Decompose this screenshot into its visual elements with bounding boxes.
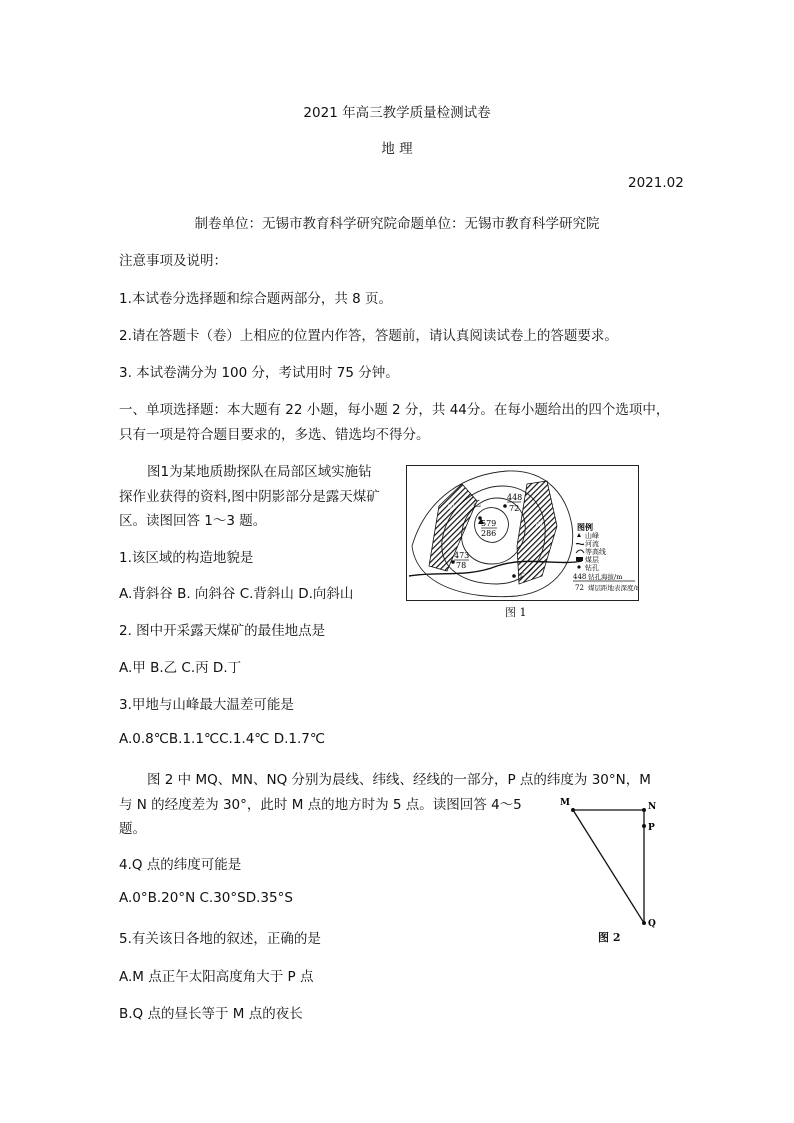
- passage2-line-3: 题。: [119, 821, 146, 837]
- question-2-options: A.甲 B.乙 C.丙 D.丁: [119, 660, 242, 676]
- note-item-1: 1.本试卷分选择题和综合题两部分，共 8 页。: [119, 291, 393, 307]
- point-m: [571, 808, 575, 812]
- section-instructions-line-2: 只有一项是符合题目要求的，多选、错选均不得分。: [119, 427, 430, 443]
- label-n: N: [648, 802, 657, 812]
- question-5-option-a: A.M 点正午太阳高度角大于 P 点: [119, 969, 314, 985]
- borehole-icon: [577, 565, 580, 568]
- borehole-3-top: 473: [454, 551, 470, 560]
- borehole-2-top: 579: [481, 519, 497, 528]
- question-1-options: A.背斜谷 B. 向斜谷 C.背斜山 D.向斜山: [119, 586, 354, 602]
- legend-sample-top: 448: [573, 573, 587, 581]
- legend-borehole-elevation: 钻孔海拔/m: [588, 573, 623, 581]
- coal-seam-icon: [576, 557, 583, 561]
- question-3-options: A.0.8℃B.1.1℃C.1.4℃ D.1.7℃: [119, 731, 326, 747]
- borehole-1-top: 448: [507, 493, 523, 502]
- borehole-icon: [451, 560, 455, 564]
- coal-seam-east: [517, 481, 557, 584]
- issuing-units: 制卷单位：无锡市教育科学研究院命题单位：无锡市教育科学研究院: [194, 216, 600, 232]
- figure2-caption: 图 2: [598, 931, 621, 944]
- river-icon: [576, 543, 584, 544]
- question-4-options: A.0°B.20°N C.30°SD.35°S: [119, 890, 293, 906]
- note-item-3: 3. 本试卷满分为 100 分，考试用时 75 分钟。: [119, 365, 399, 381]
- legend-borehole: 钻孔: [585, 564, 599, 572]
- label-m: M: [560, 798, 570, 808]
- legend-river: 河流: [585, 540, 599, 548]
- exam-date: 2021.02: [628, 175, 684, 191]
- figure2-diagram: [555, 795, 665, 945]
- point-q: [642, 921, 646, 925]
- question-4: 4.Q 点的纬度可能是: [119, 857, 242, 873]
- borehole-icon: [503, 504, 507, 508]
- borehole-1-bottom: 72: [509, 504, 520, 513]
- notes-heading: 注意事项及说明：: [119, 253, 227, 269]
- coal-seam-west: [429, 484, 477, 571]
- figure1-map-svg: [407, 466, 638, 600]
- place-yi: 乙: [473, 499, 481, 508]
- question-5-option-b: B.Q 点的昼长等于 M 点的夜长: [119, 1006, 303, 1022]
- question-1: 1.该区域的构造地貌是: [119, 550, 254, 566]
- note-item-2: 2.请在答题卡（卷）上相应的位置内作答，答题前，请认真阅读试卷上的答题要求。: [119, 328, 618, 344]
- place-ding: 丁: [517, 572, 525, 581]
- section-instructions-line-1: 一、单项选择题：本大题有 22 小题，每小题 2 分，共 44分。在每小题给出的四个选项中，: [119, 402, 670, 418]
- figure1-map: [406, 465, 639, 601]
- passage1-line-3: 区。读图回答 1～3 题。: [119, 513, 267, 529]
- subject-title: 地 理: [381, 141, 413, 157]
- place-bing: 丙: [535, 521, 543, 530]
- legend-sample-bottom: 72: [575, 584, 584, 592]
- contour-icon: [576, 550, 584, 553]
- passage2-line-2: 与 N 的经度差为 30°，此时 M 点的地方时为 5 点。读图回答 4～5: [119, 797, 522, 813]
- legend-title: 图例: [577, 522, 593, 532]
- label-p: P: [648, 823, 655, 833]
- legend-contour: 等高线: [585, 548, 606, 556]
- place-jia: 甲: [447, 504, 455, 513]
- borehole-2-bottom: 286: [481, 529, 497, 538]
- legend-coal: 煤层: [585, 556, 599, 564]
- point-p: [642, 824, 646, 828]
- label-q: Q: [648, 919, 656, 929]
- point-n: [642, 808, 646, 812]
- borehole-3-bottom: 78: [456, 561, 467, 570]
- question-5: 5.有关该日各地的叙述，正确的是: [119, 931, 321, 947]
- passage2-line-1: 图 2 中 MQ、MN、NQ 分别为晨线、纬线、经线的一部分，P 点的纬度为 30°N，M: [147, 772, 651, 788]
- legend-seam-depth: 煤层距地表深度/m: [588, 584, 638, 592]
- question-2: 2. 图中开采露天煤矿的最佳地点是: [119, 623, 326, 639]
- figure1-legend: [573, 522, 638, 592]
- exam-title: 2021 年高三教学质量检测试卷: [303, 105, 491, 121]
- passage1-line-2: 探作业获得的资料,图中阴影部分是露天煤矿: [119, 489, 380, 505]
- figure1-caption: 图 1: [505, 606, 527, 619]
- legend-peak: 山峰: [585, 532, 599, 540]
- borehole-icon: [512, 574, 516, 578]
- mountain-peak-icon: [577, 533, 581, 537]
- question-3: 3.甲地与山峰最大温差可能是: [119, 697, 294, 713]
- passage1-line-1: 图1为某地质勘探队在局部区域实施钻: [147, 464, 372, 480]
- line-mq-terminator: [573, 810, 644, 923]
